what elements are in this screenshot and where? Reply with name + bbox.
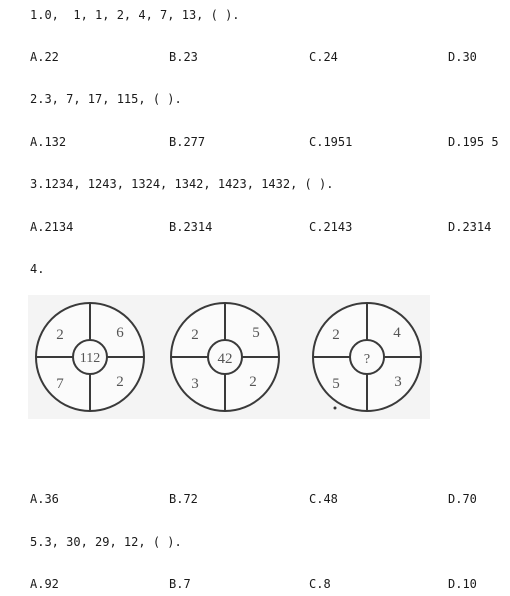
- question-2-option-d[interactable]: D.195 5: [448, 135, 499, 149]
- circle-1-bottom-right: 2: [116, 374, 124, 390]
- circle-3-center: ?: [363, 352, 371, 367]
- question-3-option-b[interactable]: B.2314: [169, 220, 213, 234]
- question-3-option-c[interactable]: C.2143: [309, 220, 353, 234]
- question-5-stem: 5.3, 30, 29, 12, ( ).: [30, 535, 182, 549]
- question-1-option-d[interactable]: D.30: [448, 50, 477, 64]
- question-5-option-a[interactable]: A.92: [30, 577, 59, 591]
- circle-2-bottom-right: 2: [249, 374, 257, 390]
- circle-2-bottom-left: 3: [191, 376, 199, 392]
- question-4-option-b[interactable]: B.72: [169, 492, 198, 506]
- circle-puzzle-figure: [28, 295, 430, 419]
- puzzle-circle-1: [36, 303, 144, 411]
- circle-1-top-left: 2: [56, 327, 64, 343]
- circle-3-bottom-right: 3: [394, 374, 402, 390]
- question-2-option-b[interactable]: B.277: [169, 135, 206, 149]
- circle-3-bottom-left: 5: [332, 376, 340, 392]
- circle-2-top-left: 2: [191, 327, 199, 343]
- question-2-option-c[interactable]: C.1951: [309, 135, 353, 149]
- question-1-option-a[interactable]: A.22: [30, 50, 59, 64]
- question-4-stem: 4.: [30, 262, 45, 276]
- question-3-stem: 3.1234, 1243, 1324, 1342, 1423, 1432, ( ).: [30, 177, 334, 191]
- question-3-option-d[interactable]: D.2314: [448, 220, 492, 234]
- puzzle-circle-3: [313, 303, 421, 411]
- circle-1-bottom-left: 7: [56, 376, 64, 392]
- circle-2-center: 42: [217, 351, 233, 367]
- circle-3-top-right: 4: [393, 325, 401, 341]
- question-4-option-a[interactable]: A.36: [30, 492, 59, 506]
- question-4-option-d[interactable]: D.70: [448, 492, 477, 506]
- question-1-option-b[interactable]: B.23: [169, 50, 198, 64]
- question-3-option-a[interactable]: A.2134: [30, 220, 74, 234]
- circle-1-center: 112: [79, 351, 101, 366]
- circle-3-top-left: 2: [332, 327, 340, 343]
- puzzle-circle-2: [171, 303, 279, 411]
- question-5-option-d[interactable]: D.10: [448, 577, 477, 591]
- question-4-option-c[interactable]: C.48: [309, 492, 338, 506]
- question-2-option-a[interactable]: A.132: [30, 135, 67, 149]
- question-5-option-c[interactable]: C.8: [309, 577, 331, 591]
- circle-2-top-right: 5: [252, 325, 260, 341]
- question-5-option-b[interactable]: B.7: [169, 577, 191, 591]
- circle-1-top-right: 6: [116, 325, 124, 341]
- question-2-stem: 2.3, 7, 17, 115, ( ).: [30, 92, 182, 106]
- question-1-option-c[interactable]: C.24: [309, 50, 338, 64]
- question-1-stem: 1.0, 1, 1, 2, 4, 7, 13, ( ).: [30, 8, 240, 22]
- ink-dot: [334, 407, 337, 410]
